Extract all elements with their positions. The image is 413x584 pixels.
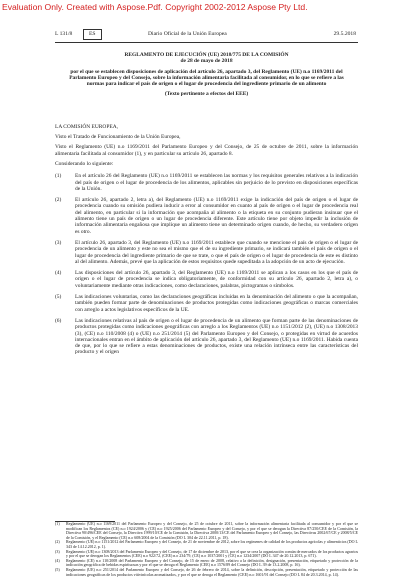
recital-number: (6) bbox=[55, 317, 62, 324]
footnote bbox=[55, 568, 358, 577]
recital-number: (3) bbox=[55, 239, 62, 246]
recital bbox=[55, 318, 358, 356]
recital-text: El artículo 26, apartado 2, letra a), del Reglamento (UE) n.o 1169/2011 exige la indicación del país de origen o el lugar de procedencia cuando su omisión pudiera inducir a error al consumidor en cuanto al país de origen o el lugar de procedencia real del alimento, en particular si la información que acompaña al alimento o la etiqueta en su conjunto pudieran insinuar que el alimento tiene un país de origen o un lugar de procedencia diferente. Este artículo tiene por objeto impedir la inclusión de información alimentaria engañosa que implique un alimento tiene un determinado origen cuando, de hecho, su verdadero origen es otro. bbox=[75, 197, 358, 235]
intro-commission: LA COMISIÓN EUROPEA, bbox=[55, 123, 118, 130]
footnote-text: Reglamento (UE) n.o 1169/2011 del Parlamento Europeo y del Consejo, de 25 de octubre de 2011, sobre la información alimentaria facilitada al consumidor y por el que se modifican los Reglamentos (CE) n.o 1924/2006 y (CE) n.o 1925/2006 del Parlamento Europeo y del Consejo, y por el que se derogan la Directiva 87/250/CEE de la Comisión, la Directiva 90/496/CEE del Consejo, la Directiva 1999/10/CE de la Comisión, la Directiva 2000/13/CE del Parlamento Europeo y del Consejo, las Directivas 2002/67/CE y 2008/5/CE de la Comisión, y el Reglamento (CE) n.o 608/2004 de la Comisión (DO L 304 de 22.11.2011, p. 18). bbox=[66, 521, 358, 540]
footnote-text: Reglamento (UE) n.o 1151/2012 del Parlamento Europeo y del Consejo, de 21 de noviembre de 2012, sobre los regímenes de calidad de los productos agrícolas y alimenticios (DO L 343 de 14.12.2012, p. 1). bbox=[66, 539, 358, 549]
journal-header bbox=[0, 29, 413, 41]
header-rule bbox=[55, 42, 358, 43]
recital-text: Las indicaciones relativas al país de origen o el lugar de procedencia de un alimento que forman parte de las denominaciones de productos protegidas como indicaciones geográficas con arreglo a los Reglamentos (UE) n.o 1151/2012 (2), (UE) n.o 1308/2013 (3), (CE) n.o 110/2008 (4) o (UE) n.o 251/2014 (5) del Parlamento Europeo y del Consejo, o protegidas en virtud de acuerdos internacionales entran en el ámbito de aplicación del artículo 26, apartado 3, del Reglamento (UE) n.o 1169/2011. Habida cuenta de que, por lo que se refiere a estas denominaciones de productos, existe una relación intrínseca entre las características del producto y el origen bbox=[75, 317, 358, 356]
intro-treaty: Visto el Tratado de Funcionamiento de la Unión Europea, bbox=[55, 134, 181, 141]
intro-regulation: Visto el Reglamento (UE) n.o 1169/2011 del Parlamento Europeo y del Consejo, de 25 de octubre de 2011, sobre la información alimentaria facilitada al consumidor (1), y en particular su artículo 26, apartado 8. bbox=[55, 144, 358, 157]
footnote-number: (3) bbox=[55, 548, 60, 554]
recital bbox=[55, 294, 358, 313]
recital bbox=[55, 240, 358, 265]
footnote-text: Reglamento (UE) n.o 1308/2013 del Parlamento Europeo y del Consejo, de 17 de diciembre de 2013, por el que se crea la organización común de mercados de los productos agrarios y por el que se derogan los Reglamentos (CEE) n.o 922/72, (CEE) n.o 234/79, (CE) n.o 1037/2001 y (CE) n.o 1234/2007 (DO L 347 de 20.12.2013, p. 671). bbox=[66, 548, 358, 559]
recital-number: (1) bbox=[55, 173, 62, 180]
footnote-number: (1) bbox=[55, 521, 60, 526]
footnote bbox=[55, 522, 358, 540]
footnote-number: (2) bbox=[55, 539, 60, 545]
language-code-box: ES bbox=[83, 29, 102, 40]
journal-name: Diario Oficial de la Unión Europea bbox=[148, 31, 227, 37]
recital-text: En el artículo 26 del Reglamento (UE) n.o 1169/2011 se establecen las normas y los requisitos generales relativos a la indicación del país de origen o el lugar de procedencia de los alimentos, aplicables sin perjuicio de lo previsto en disposiciones específicas de la Unión. bbox=[75, 173, 358, 192]
evaluation-watermark: Evaluation Only. Created with Aspose.Pdf. Copyright 2002-2012 Aspose Pty Ltd. bbox=[2, 2, 308, 12]
recital bbox=[55, 197, 358, 235]
publication-date: 29.5.2018 bbox=[333, 31, 356, 37]
footnote-number: (4) bbox=[55, 557, 60, 563]
recital bbox=[55, 270, 358, 289]
footnote-text: Reglamento (CE) n.o 110/2008 del Parlamento Europeo y del Consejo, de 15 de enero de 2008, relativo a la definición, designación, presentación, etiquetado y protección de la indicación geográfica de bebidas espirituosas y por el que se deroga el Reglamento (CEE) n.o 1576/89 del Consejo (DO L 39 de 13.2.2008, p. 16). bbox=[66, 557, 358, 568]
recital bbox=[55, 173, 358, 192]
document-body bbox=[55, 50, 358, 361]
page-reference: L 131/8 bbox=[55, 31, 73, 37]
recital-text: El artículo 26, apartado 3, del Reglamento (UE) n.o 1169/2011 establece que cuando se mencione el país de origen o el lugar de procedencia de un alimento y este no sea el mismo que el de su ingrediente primario, se indicará también el país de origen o el lugar de procedencia del ingrediente primario de que se trate, o que el país de origen o el lugar de procedencia de este es distinto al del alimento. Además, prevé que la aplicación de estos requisitos quede supeditada a la adopción de un acto de ejecución. bbox=[75, 239, 358, 265]
regulation-date: de 28 de mayo de 2018 bbox=[180, 58, 233, 65]
intro-whereas: Considerando lo siguiente: bbox=[55, 160, 114, 167]
regulation-title: REGLAMENTO DE EJECUCIÓN (UE) 2018/775 DE LA COMISIÓN bbox=[124, 52, 289, 58]
recital-number: (4) bbox=[55, 270, 62, 277]
regulation-subject: por el que se establecen disposiciones de aplicación del artículo 26, apartado 3, del Reglamento (UE) n.o 1169/2011 del Parlamento Europeo y del Consejo, sobre la información alimentaria facilitada al consumidor, en lo que se refiere a las normas para indicar el país de origen o el lugar de procedencia del ingrediente primario de un alimento bbox=[69, 68, 344, 88]
footnotes bbox=[55, 522, 358, 577]
recital-text: Las indicaciones voluntarias, como las declaraciones geográficas incluidas en la denominación del alimento o que la acompañan, también pueden formar parte de denominaciones de productos protegidas como indicaciones geográficas o marcas comerciales con arreglo a actos legislativos específicos de la UE. bbox=[75, 294, 358, 313]
eea-relevance-note: (Texto pertinente a efectos del EEE) bbox=[164, 91, 249, 98]
footnote-number: (5) bbox=[55, 566, 60, 572]
recital-number: (2) bbox=[55, 197, 62, 204]
recital-number: (5) bbox=[55, 294, 62, 301]
footnote-text: Reglamento (UE) n.o 251/2014 del Parlamento Europeo y del Consejo, de 26 de febrero de 2014, sobre la definición, descripción, presentación, etiquetado y protección de las indicaciones geográficas de los productos vitivinícolas aromatizados, y por el que se deroga el Reglamento (CEE) n.o 1601/91 del Consejo (DO L 84 de 20.3.2014, p. 14). bbox=[66, 566, 358, 577]
recital-text: Las disposiciones del artículo 26, apartado 3, del Reglamento (UE) n.o 1169/2011 se aplican a los casos en los que el país de origen o el lugar de procedencia se indica obligatoriamente, de conformidad con su artículo 26, apartado 2, letra a), o voluntariamente mediante otras indicaciones, como declaraciones, palabras, pictogramas o símbolos. bbox=[75, 270, 358, 289]
